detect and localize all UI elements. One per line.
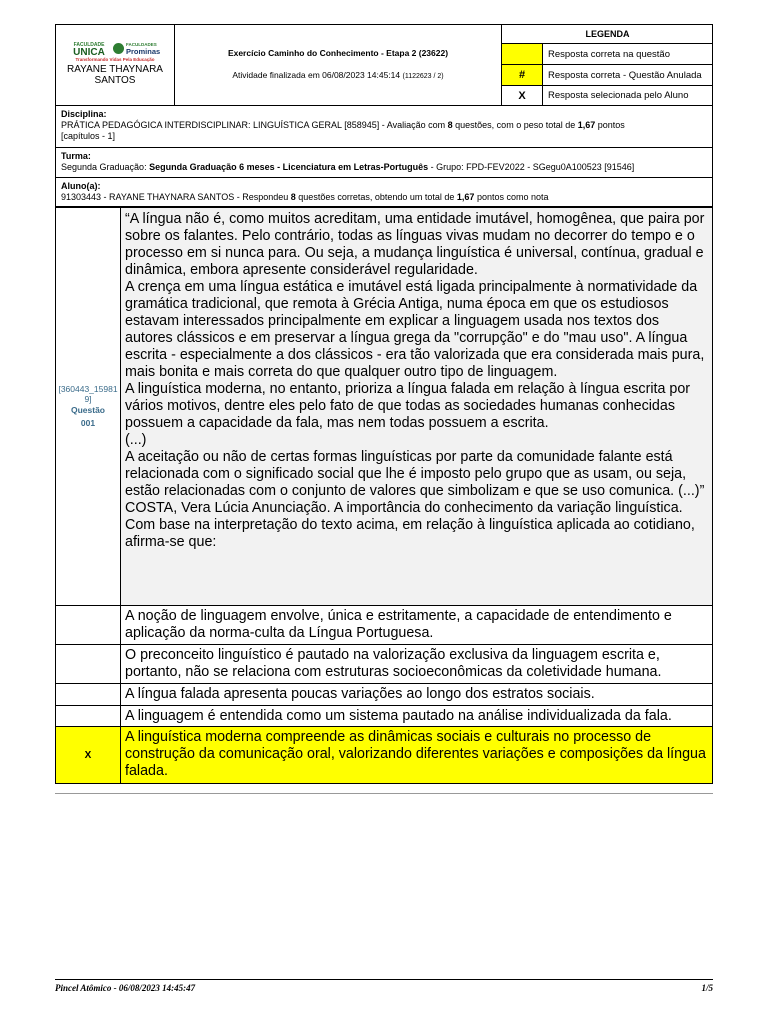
- disciplina-label: Disciplina:: [61, 109, 107, 119]
- option-mark-cell: [56, 684, 121, 705]
- option-row-e[interactable]: [56, 726, 712, 783]
- turma-label: Turma:: [61, 151, 91, 161]
- option-row-a[interactable]: [56, 605, 712, 644]
- question-number: 001: [80, 418, 96, 428]
- finished-code: (1122623 / 2): [402, 73, 444, 80]
- option-mark-cell: [56, 706, 121, 726]
- option-text: A linguagem é entendida como um sistema pautado na análise individualizada da fala.: [125, 708, 672, 724]
- unica-logo: [65, 42, 113, 58]
- statement-paragraph: A aceitação ou não de certas formas linguísticas por parte da comunidade falante está relacionada com o significado social que lhe é imposto pelo grupo que as usam, ou seja, estão relacionadas com o conjunto de valores que simbolizam e que se uso comunica. (...)”: [125, 449, 705, 499]
- aluno-points: 1,67: [456, 192, 475, 202]
- question-table: [55, 207, 713, 784]
- legend-row-selected: [502, 85, 713, 105]
- finished-date: [175, 70, 501, 80]
- disciplina-text-3: pontos: [595, 120, 625, 130]
- question-id-cell: [56, 208, 121, 605]
- legend-text-selected: Resposta selecionada pelo Aluno: [548, 90, 689, 101]
- option-text: A linguística moderna compreende as dinâmicas sociais e culturais no processo de construção da comunicação oral, valorizando diferentes variações e composições da língua falada.: [125, 729, 706, 779]
- turma-prefix: Segunda Graduação:: [61, 162, 150, 172]
- footer-line: [55, 979, 713, 980]
- selected-mark: X: [84, 749, 92, 761]
- logo-tagline: Transformando Vidas Pela Educação: [75, 57, 155, 62]
- question-id: [58, 384, 118, 428]
- prominas-logo-top: FACULDADES: [126, 42, 157, 47]
- aluno-section: [55, 178, 713, 207]
- globe-icon: [113, 43, 124, 54]
- statement-paragraph: COSTA, Vera Lúcia Anunciação. A importância do conhecimento da variação linguística.: [125, 500, 683, 516]
- legend-title: LEGENDA: [585, 28, 630, 39]
- legend-row-correct: [502, 43, 713, 64]
- aluno-text: 91303443 - RAYANE THAYNARA SANTOS - Respondeu: [61, 192, 291, 202]
- aluno-correct: 8: [290, 192, 296, 202]
- option-text: O preconceito linguístico é pautado na valorização exclusiva da linguagem escrita e, portanto, não se relaciona com estruturas socioeconômicas da coletividade humana.: [125, 647, 662, 680]
- turma-section: [55, 148, 713, 178]
- logo-cell: [55, 24, 175, 106]
- statement-paragraph: “A língua não é, como muitos acreditam, uma entidade imutável, homogênea, que paira por sobre os falantes. Pelo contrário, todas as línguas vivas mudam no decorrer do tempo e o processo em si nunca para. Ou seja, a mudança linguística é universal, contínua, gradual e dinâmica, embora apresente considerável regularidade.: [125, 211, 705, 278]
- disciplina-weight: 1,67: [577, 120, 596, 130]
- statement-paragraph: A crença em uma língua estática e imutável está ligada principalmente à normatividade da gramática tradicional, que remota à Grécia Antiga, numa época em que os estudiosos estavam interessados principalmente em explicar a linguagem usada nos textos dos autores clássicos e em preservar a língua grega da "corrupção" e do "mau uso". A língua escrita - especialmente a dos clássicos - era tão valorizada que era considerada mais pura, mais bonita e mais correta do que qualquer outro tipo de linguagem.: [125, 279, 705, 380]
- footer-left: Pincel Atômico - 06/08/2023 14:45:47: [55, 983, 196, 993]
- legend-text-correct: Resposta correta na questão: [548, 48, 670, 60]
- disciplina-num-questions: 8: [447, 120, 453, 130]
- legend-symbol-selected: X: [502, 86, 543, 105]
- statement-paragraph: A linguística moderna, no entanto, prioriza a língua falada em relação à língua escrita por vários motivos, dentre eles pelo fato de que todas as sociedades humanas conhecidas possuem a capacidade da fala, mas nem todas possuem a escrita.: [125, 381, 691, 431]
- disciplina-text: PRÁTICA PEDAGÓGICA INTERDISCIPLINAR: LINGUÍSTICA GERAL [858945] - Avaliação com: [61, 120, 448, 130]
- unica-logo-main: UNICA: [73, 47, 105, 58]
- legend-symbol-correct: [502, 44, 543, 64]
- separator-line: [55, 793, 713, 794]
- option-row-b[interactable]: [56, 644, 712, 683]
- question-statement: [121, 208, 712, 605]
- option-mark-cell: [56, 645, 121, 683]
- option-row-d[interactable]: [56, 705, 712, 726]
- student-name-header: RAYANE THAYNARA SANTOS: [67, 64, 163, 86]
- question-code: [360443_159819]: [58, 384, 118, 404]
- exercise-info-cell: [175, 24, 502, 106]
- legend-text-annulled: Resposta correta - Questão Anulada: [548, 69, 702, 81]
- statement-paragraph: (...): [125, 432, 147, 448]
- legend: [502, 24, 713, 106]
- prominas-logo-main: Prominas: [126, 47, 161, 56]
- exercise-title: Exercício Caminho do Conhecimento - Etapa 2 (23622): [227, 48, 449, 58]
- question-label: Questão: [70, 405, 105, 415]
- aluno-text-2: questões corretas, obtendo um total de: [295, 192, 457, 202]
- unica-logo-top: FACULDADE: [73, 42, 105, 48]
- option-row-c[interactable]: [56, 683, 712, 705]
- disciplina-chapters: [capítulos - 1]: [61, 131, 116, 141]
- turma-course: Segunda Graduação 6 meses - Licenciatura em Letras-Português: [149, 162, 429, 172]
- option-text: A língua falada apresenta poucas variações ao longo dos estratos sociais.: [125, 686, 595, 702]
- option-text: A noção de linguagem envolve, única e estritamente, a capacidade de entendimento e aplicação da norma-culta da Língua Portuguesa.: [125, 608, 672, 641]
- finished-label: Atividade finalizada em 06/08/2023 14:45:14: [232, 70, 401, 80]
- disciplina-section: [55, 106, 713, 148]
- option-mark-cell: [56, 727, 121, 783]
- turma-suffix: - Grupo: FPD-FEV2022 - SGegu0A100523 [91546]: [428, 162, 635, 172]
- aluno-text-3: pontos como nota: [474, 192, 549, 202]
- disciplina-text-2: questões, com o peso total de: [452, 120, 578, 130]
- legend-row-annulled: [502, 64, 713, 85]
- option-mark-cell: [56, 606, 121, 644]
- legend-symbol-annulled: #: [502, 65, 543, 85]
- aluno-label: Aluno(a):: [61, 181, 101, 191]
- statement-paragraph: Com base na interpretação do texto acima, em relação à linguística aplicada ao cotidiano, afirma-se que:: [125, 517, 695, 550]
- page-number: 1/5: [701, 983, 713, 993]
